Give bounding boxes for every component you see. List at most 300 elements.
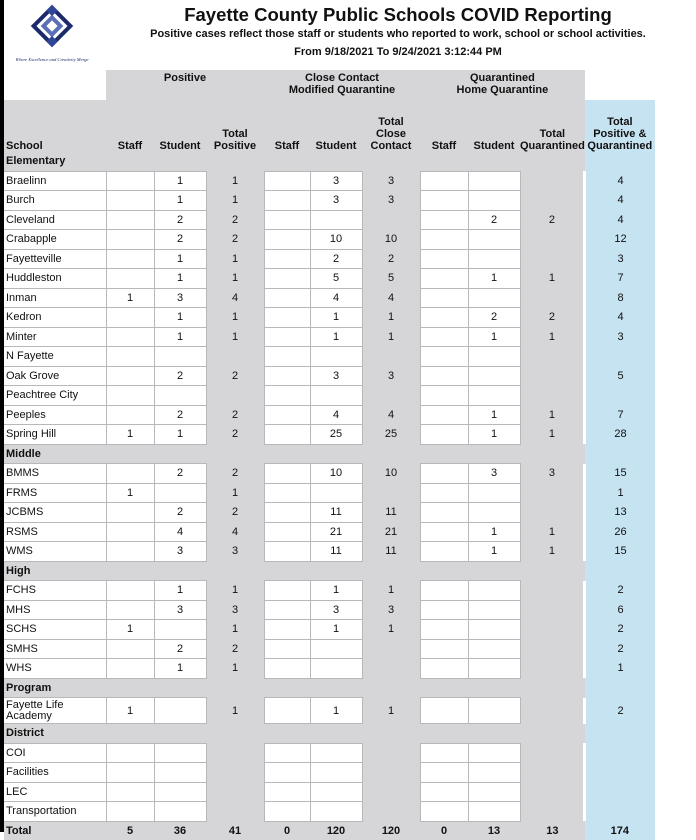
value-cell — [468, 249, 520, 269]
section-spacer — [310, 724, 362, 744]
value-cell: 2 — [468, 308, 520, 328]
section-spacer — [520, 444, 585, 464]
grand-total-cell — [585, 386, 655, 406]
table-row — [4, 230, 655, 250]
value-cell — [310, 210, 362, 230]
section-label: High — [4, 561, 106, 581]
table-row — [4, 802, 655, 822]
value-cell — [468, 600, 520, 620]
table-row — [4, 600, 655, 620]
school-name-cell: WHS — [4, 659, 106, 679]
value-cell — [420, 763, 468, 783]
value-cell — [264, 600, 310, 620]
value-cell — [206, 782, 264, 802]
value-cell: 3 — [310, 366, 362, 386]
table-row — [4, 503, 655, 523]
value-cell — [520, 483, 585, 503]
value-cell — [420, 288, 468, 308]
section-spacer — [468, 152, 520, 171]
section-spacer — [362, 561, 420, 581]
value-cell — [264, 464, 310, 484]
value-cell — [468, 802, 520, 822]
value-cell: 2 — [206, 210, 264, 230]
value-cell: 2 — [468, 210, 520, 230]
value-cell: 1 — [520, 327, 585, 347]
corner-blank — [4, 70, 106, 100]
value-cell: 1 — [206, 620, 264, 640]
value-cell — [106, 405, 154, 425]
value-cell — [420, 366, 468, 386]
value-cell: 4 — [154, 522, 206, 542]
value-cell — [106, 503, 154, 523]
section-spacer — [420, 561, 468, 581]
value-cell — [264, 620, 310, 640]
table-row — [4, 347, 655, 367]
value-cell — [310, 483, 362, 503]
grand-total-cell: 15 — [585, 542, 655, 562]
value-cell — [264, 425, 310, 445]
value-cell: 1 — [206, 698, 264, 724]
value-cell — [468, 386, 520, 406]
table-row — [4, 210, 655, 230]
grand-total-cell — [585, 743, 655, 763]
section-spacer — [362, 152, 420, 171]
value-cell — [520, 288, 585, 308]
value-cell — [106, 230, 154, 250]
value-cell — [264, 191, 310, 211]
value-cell — [362, 347, 420, 367]
total-cell: 13 — [468, 821, 520, 840]
grand-total-cell: 4 — [585, 308, 655, 328]
value-cell — [420, 639, 468, 659]
value-cell — [520, 366, 585, 386]
table-row — [4, 639, 655, 659]
col-total-quarantined: Total Quarantined — [520, 100, 585, 152]
value-cell — [520, 503, 585, 523]
value-cell — [420, 405, 468, 425]
value-cell — [106, 802, 154, 822]
school-name-cell: Peeples — [4, 405, 106, 425]
school-name-cell: JCBMS — [4, 503, 106, 523]
school-name-cell: RSMS — [4, 522, 106, 542]
value-cell: 1 — [520, 522, 585, 542]
value-cell: 4 — [310, 288, 362, 308]
value-cell: 1 — [154, 659, 206, 679]
value-cell — [264, 171, 310, 191]
fcps-logo — [10, 2, 94, 68]
value-cell — [106, 542, 154, 562]
value-cell — [420, 308, 468, 328]
value-cell: 3 — [362, 191, 420, 211]
value-cell: 2 — [206, 639, 264, 659]
col-total-positive: Total Positive — [206, 100, 264, 152]
value-cell: 3 — [520, 464, 585, 484]
school-name-cell: LEC — [4, 782, 106, 802]
grand-total-cell: 26 — [585, 522, 655, 542]
total-cell: 120 — [310, 821, 362, 840]
value-cell — [362, 210, 420, 230]
value-cell — [264, 522, 310, 542]
value-cell — [264, 230, 310, 250]
value-cell — [106, 327, 154, 347]
school-name-cell: Burch — [4, 191, 106, 211]
school-name-cell: SMHS — [4, 639, 106, 659]
col-cc-student: Student — [310, 100, 362, 152]
value-cell — [420, 782, 468, 802]
grand-total-cell: 5 — [585, 366, 655, 386]
section-spacer — [520, 152, 585, 171]
value-cell — [362, 659, 420, 679]
value-cell: 1 — [362, 327, 420, 347]
table-row — [4, 249, 655, 269]
value-cell — [520, 230, 585, 250]
value-cell — [106, 191, 154, 211]
value-cell — [362, 639, 420, 659]
value-cell — [520, 386, 585, 406]
value-cell: 1 — [206, 269, 264, 289]
value-cell — [264, 405, 310, 425]
value-cell: 1 — [362, 698, 420, 724]
table-row — [4, 327, 655, 347]
section-total-spacer — [585, 444, 655, 464]
value-cell: 1 — [520, 425, 585, 445]
section-spacer — [106, 561, 154, 581]
grand-total-cell: 6 — [585, 600, 655, 620]
value-cell: 1 — [520, 269, 585, 289]
value-cell: 3 — [206, 542, 264, 562]
table-row — [4, 269, 655, 289]
col-pos-staff: Staff — [106, 100, 154, 152]
school-name-cell: Facilities — [4, 763, 106, 783]
value-cell — [468, 288, 520, 308]
grand-total-cell: 4 — [585, 210, 655, 230]
value-cell: 1 — [206, 581, 264, 601]
value-cell — [106, 210, 154, 230]
value-cell — [520, 639, 585, 659]
table-row — [4, 386, 655, 406]
section-row — [4, 678, 655, 698]
value-cell: 10 — [310, 230, 362, 250]
value-cell — [520, 171, 585, 191]
school-name-cell: Inman — [4, 288, 106, 308]
value-cell: 1 — [154, 171, 206, 191]
value-cell: 2 — [206, 366, 264, 386]
value-cell: 5 — [310, 269, 362, 289]
value-cell: 4 — [206, 522, 264, 542]
grand-total-cell — [585, 347, 655, 367]
section-row — [4, 561, 655, 581]
section-spacer — [520, 561, 585, 581]
value-cell — [264, 249, 310, 269]
logo-tagline: Where Excellence and Creativity Merge — [15, 57, 89, 62]
grand-total-cell — [585, 763, 655, 783]
value-cell — [264, 698, 310, 724]
value-cell — [310, 802, 362, 822]
value-cell: 4 — [206, 288, 264, 308]
value-cell — [154, 483, 206, 503]
section-spacer — [154, 152, 206, 171]
value-cell: 1 — [468, 327, 520, 347]
grand-total-cell: 12 — [585, 230, 655, 250]
school-name-cell: BMMS — [4, 464, 106, 484]
section-spacer — [106, 152, 154, 171]
section-spacer — [468, 724, 520, 744]
value-cell — [468, 483, 520, 503]
value-cell: 1 — [468, 269, 520, 289]
table-row — [4, 620, 655, 640]
section-spacer — [264, 561, 310, 581]
value-cell — [420, 802, 468, 822]
value-cell — [468, 581, 520, 601]
grand-total-cell: 4 — [585, 191, 655, 211]
value-cell — [206, 763, 264, 783]
value-cell: 11 — [362, 503, 420, 523]
table-row — [4, 698, 655, 724]
value-cell — [154, 802, 206, 822]
value-cell — [264, 782, 310, 802]
value-cell — [264, 659, 310, 679]
value-cell: 1 — [154, 308, 206, 328]
value-cell — [520, 347, 585, 367]
value-cell: 3 — [362, 366, 420, 386]
value-cell — [520, 620, 585, 640]
value-cell: 3 — [310, 171, 362, 191]
value-cell: 3 — [154, 288, 206, 308]
value-cell — [420, 386, 468, 406]
value-cell: 1 — [362, 581, 420, 601]
section-total-spacer — [585, 678, 655, 698]
value-cell: 3 — [310, 600, 362, 620]
school-name-cell: Oak Grove — [4, 366, 106, 386]
value-cell — [520, 659, 585, 679]
table-row — [4, 405, 655, 425]
value-cell — [264, 743, 310, 763]
value-cell — [264, 288, 310, 308]
section-label: Elementary — [4, 152, 106, 171]
value-cell — [264, 386, 310, 406]
value-cell: 2 — [154, 366, 206, 386]
value-cell — [264, 347, 310, 367]
value-cell: 1 — [362, 620, 420, 640]
value-cell: 3 — [154, 600, 206, 620]
value-cell: 1 — [468, 405, 520, 425]
value-cell: 1 — [310, 698, 362, 724]
value-cell — [468, 639, 520, 659]
value-cell: 2 — [154, 503, 206, 523]
value-cell — [264, 763, 310, 783]
value-cell — [206, 347, 264, 367]
value-cell: 11 — [310, 542, 362, 562]
grand-total-cell: 7 — [585, 405, 655, 425]
total-cell: 0 — [420, 821, 468, 840]
value-cell — [106, 171, 154, 191]
value-cell — [310, 782, 362, 802]
value-cell — [362, 743, 420, 763]
totals-row — [4, 821, 655, 840]
value-cell: 1 — [154, 327, 206, 347]
section-spacer — [468, 678, 520, 698]
section-spacer — [362, 678, 420, 698]
section-spacer — [264, 152, 310, 171]
value-cell: 2 — [154, 405, 206, 425]
value-cell: 1 — [154, 191, 206, 211]
grand-total-cell: 2 — [585, 620, 655, 640]
table-row — [4, 581, 655, 601]
value-cell — [206, 386, 264, 406]
value-cell: 1 — [106, 620, 154, 640]
value-cell — [420, 542, 468, 562]
total-cell: 41 — [206, 821, 264, 840]
value-cell — [310, 386, 362, 406]
section-spacer — [106, 444, 154, 464]
value-cell: 4 — [362, 288, 420, 308]
value-cell: 4 — [362, 405, 420, 425]
total-cell: 120 — [362, 821, 420, 840]
group-positive: Positive — [106, 70, 264, 100]
value-cell — [264, 269, 310, 289]
value-cell — [310, 763, 362, 783]
value-cell — [420, 600, 468, 620]
value-cell: 1 — [468, 522, 520, 542]
value-cell: 3 — [310, 191, 362, 211]
value-cell — [468, 698, 520, 724]
table-row — [4, 763, 655, 783]
school-name-cell: MHS — [4, 600, 106, 620]
section-spacer — [468, 444, 520, 464]
section-spacer — [154, 678, 206, 698]
value-cell — [106, 763, 154, 783]
value-cell: 3 — [468, 464, 520, 484]
value-cell — [420, 522, 468, 542]
school-name-cell: Cleveland — [4, 210, 106, 230]
value-cell: 1 — [206, 659, 264, 679]
total-cell: 13 — [520, 821, 585, 840]
value-cell: 1 — [206, 327, 264, 347]
section-spacer — [468, 561, 520, 581]
value-cell — [420, 698, 468, 724]
value-cell — [520, 782, 585, 802]
school-name-cell: Peachtree City — [4, 386, 106, 406]
value-cell — [154, 386, 206, 406]
section-spacer — [520, 678, 585, 698]
value-cell — [362, 483, 420, 503]
value-cell — [420, 620, 468, 640]
school-name-cell: Spring Hill — [4, 425, 106, 445]
section-spacer — [106, 724, 154, 744]
value-cell: 1 — [106, 425, 154, 445]
page-subtitle: Positive cases reflect those staff or students who reported to work, school or school activities. — [150, 28, 646, 40]
section-spacer — [420, 444, 468, 464]
section-spacer — [206, 678, 264, 698]
value-cell — [154, 763, 206, 783]
value-cell — [420, 347, 468, 367]
value-cell: 1 — [106, 288, 154, 308]
section-spacer — [206, 724, 264, 744]
value-cell — [362, 386, 420, 406]
value-cell — [264, 210, 310, 230]
value-cell — [420, 191, 468, 211]
value-cell — [106, 639, 154, 659]
value-cell — [106, 600, 154, 620]
value-cell: 1 — [106, 698, 154, 724]
value-cell: 3 — [154, 542, 206, 562]
value-cell: 10 — [310, 464, 362, 484]
value-cell: 2 — [520, 210, 585, 230]
value-cell — [310, 347, 362, 367]
section-spacer — [264, 724, 310, 744]
value-cell — [468, 171, 520, 191]
section-row — [4, 444, 655, 464]
value-cell — [106, 269, 154, 289]
table-row — [4, 659, 655, 679]
value-cell — [264, 639, 310, 659]
grand-total-cell: 2 — [585, 639, 655, 659]
value-cell: 3 — [206, 600, 264, 620]
section-spacer — [310, 444, 362, 464]
date-range: From 9/18/2021 To 9/24/2021 3:12:44 PM — [294, 46, 502, 58]
section-spacer — [206, 561, 264, 581]
section-label: Middle — [4, 444, 106, 464]
value-cell: 10 — [362, 230, 420, 250]
value-cell — [468, 743, 520, 763]
school-name-cell: FCHS — [4, 581, 106, 601]
grand-total-sum: 174 — [585, 821, 655, 840]
value-cell: 2 — [362, 249, 420, 269]
section-spacer — [310, 678, 362, 698]
school-name-cell: Fayette Life Academy — [4, 698, 106, 724]
value-cell — [154, 347, 206, 367]
section-spacer — [420, 724, 468, 744]
grand-total-cell: 7 — [585, 269, 655, 289]
value-cell — [468, 782, 520, 802]
col-q-staff: Staff — [420, 100, 468, 152]
value-cell: 1 — [154, 581, 206, 601]
value-cell: 2 — [520, 308, 585, 328]
value-cell — [420, 743, 468, 763]
grand-total-cell — [585, 802, 655, 822]
section-total-spacer — [585, 561, 655, 581]
section-spacer — [420, 678, 468, 698]
school-name-cell: SCHS — [4, 620, 106, 640]
value-cell — [106, 386, 154, 406]
value-cell: 25 — [362, 425, 420, 445]
value-cell — [362, 802, 420, 822]
grand-total-cell: 15 — [585, 464, 655, 484]
school-name-cell: N Fayette — [4, 347, 106, 367]
value-cell — [420, 210, 468, 230]
value-cell — [420, 230, 468, 250]
section-spacer — [206, 152, 264, 171]
value-cell: 2 — [206, 405, 264, 425]
school-name-cell: COI — [4, 743, 106, 763]
value-cell — [206, 743, 264, 763]
table-row — [4, 483, 655, 503]
section-spacer — [362, 444, 420, 464]
section-spacer — [420, 152, 468, 171]
value-cell — [520, 600, 585, 620]
value-cell — [468, 659, 520, 679]
value-cell: 21 — [362, 522, 420, 542]
value-cell: 1 — [468, 542, 520, 562]
value-cell — [264, 542, 310, 562]
value-cell — [520, 743, 585, 763]
value-cell — [520, 698, 585, 724]
section-spacer — [520, 724, 585, 744]
value-cell — [420, 483, 468, 503]
value-cell — [420, 269, 468, 289]
value-cell — [206, 802, 264, 822]
value-cell: 2 — [154, 230, 206, 250]
